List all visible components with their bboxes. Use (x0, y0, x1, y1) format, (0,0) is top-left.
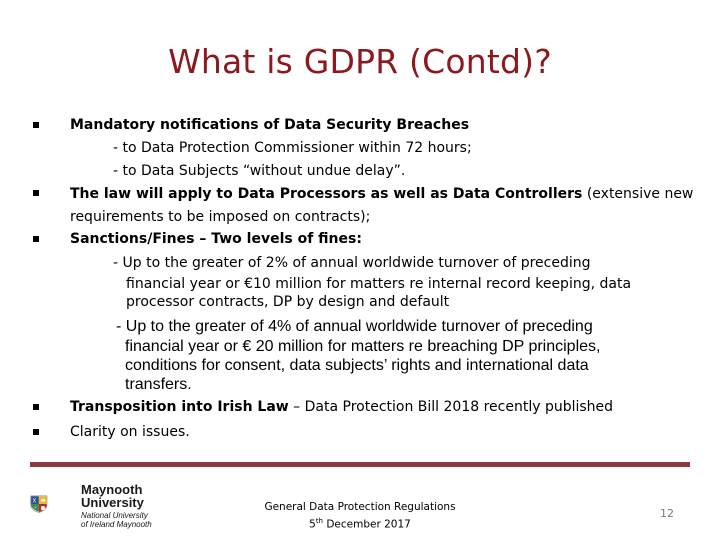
bullet-clarity: Clarity on issues. (70, 424, 190, 440)
bullet-data-processors-line2: requirements to be imposed on contracts); (70, 209, 371, 225)
sub-item-fine-4pct-l3: conditions for consent, data subjects’ rights and international data (125, 357, 589, 374)
logo-line-maynooth: Maynooth (81, 482, 143, 497)
sub-item-fine-4pct-l4: transfers. (125, 376, 192, 393)
bullet-data-processors (70, 185, 693, 203)
footer-caption-title: General Data Protection Regulations (264, 501, 456, 513)
sub-item-data-subjects: - to Data Subjects “without undue delay”. (113, 163, 406, 179)
university-logo-text (81, 483, 152, 529)
footer-date-day: 5 (309, 518, 316, 531)
slide-title: What is GDPR (Contd)? (168, 42, 552, 81)
bullet-transposition-bold: Transposition into Irish Law (70, 399, 289, 415)
bullet-transposition-rest: – Data Protection Bill 2018 recently published (288, 399, 614, 415)
bullet-marker (33, 236, 39, 242)
sub-item-fine-4pct-l1: - Up to the greater of 4% of annual worldwide turnover of preceding (116, 318, 593, 335)
bullet-marker (33, 404, 39, 410)
bullet-marker (33, 190, 39, 196)
logo-line-ireland: of Ireland Maynooth (81, 520, 152, 529)
university-crest-logo (30, 480, 78, 528)
sub-item-fine-2pct-l2: financial year or €10 million for matters re internal record keeping, data (126, 276, 632, 292)
sub-item-fine-2pct-l1: - Up to the greater of 2% of annual worldwide turnover of preceding (113, 255, 591, 271)
bullet-data-processors-bold: The law will apply to Data Processors as well as Data Controllers (70, 186, 583, 202)
bullet-marker (33, 429, 39, 435)
sub-item-dpc: - to Data Protection Commissioner within 72 hours; (113, 140, 472, 156)
footer-divider (30, 462, 690, 467)
footer-date-rest: December 2017 (323, 518, 411, 531)
logo-line-university: University (81, 495, 144, 510)
sub-item-fine-4pct-l2: financial year or € 20 million for matters re breaching DP principles, (125, 338, 601, 355)
bullet-breach-notifications: Mandatory notifications of Data Security Breaches (70, 117, 470, 133)
bullet-data-processors-rest: (extensive new (582, 186, 694, 202)
footer-date-suffix: th (315, 517, 323, 525)
sub-item-fine-2pct-l3: processor contracts, DP by design and default (126, 294, 450, 310)
footer-caption (240, 500, 480, 532)
bullet-transposition (70, 398, 613, 416)
bullet-marker (33, 122, 39, 128)
logo-line-national: National University (81, 511, 148, 520)
footer-caption-date (240, 514, 480, 532)
bullet-sanctions: Sanctions/Fines – Two levels of fines: (70, 231, 362, 247)
page-number: 12 (660, 507, 674, 520)
